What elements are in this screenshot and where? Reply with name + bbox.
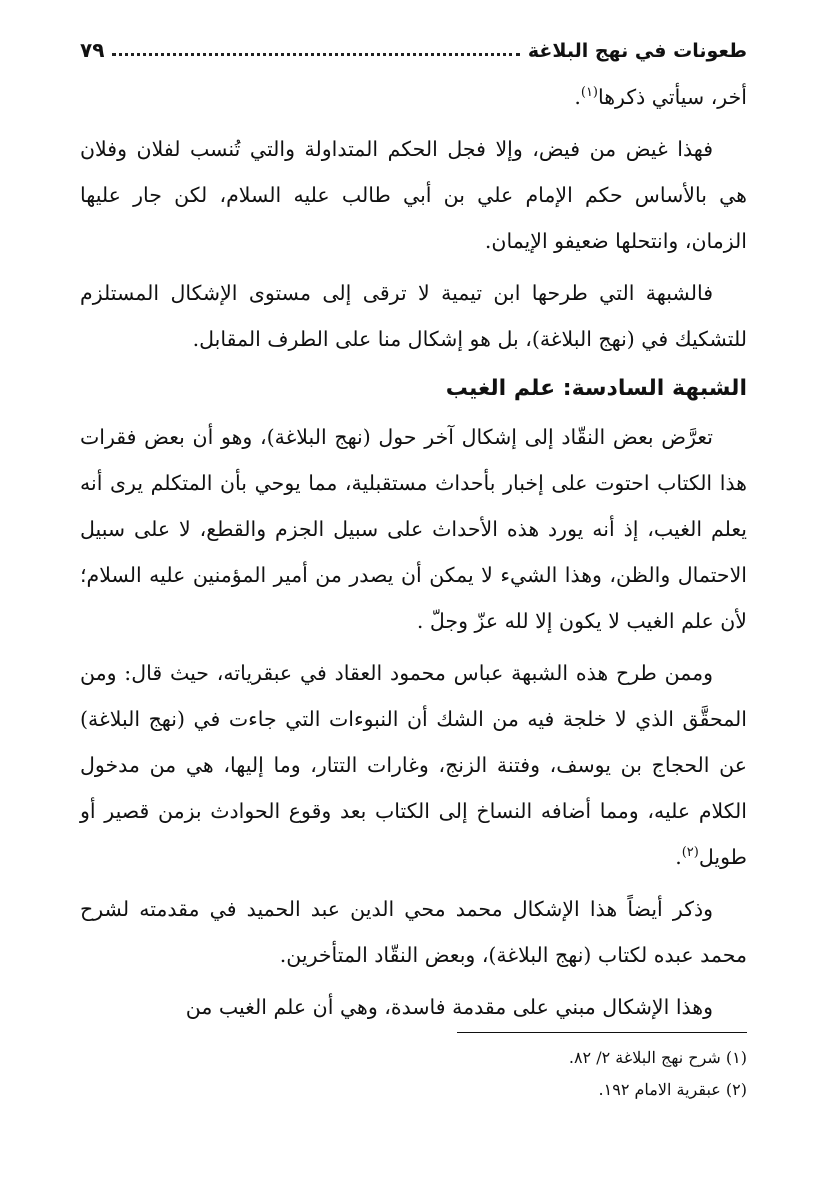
paragraph-1 <box>80 74 747 120</box>
footnote-ref-2: (٢) <box>681 845 699 861</box>
paragraph-6: وذكر أيضاً هذا الإشكال محمد محي الدين عبد الحميد في مقدمته لشرح محمد عبده لكتاب (نهج البلاغة)، وبعض النقّاد المتأخرين. <box>80 897 747 967</box>
page-body <box>80 74 747 1036</box>
paragraph-2: فهذا غيض من فيض، وإلا فجل الحكم المتداولة والتي تُنسب لفلان وفلان هي بالأساس حكم الإمام علي بن أبي طالب عليه السلام، لكن جار عليها الزمان، وانتحلها ضعيفو الإيمان. <box>80 137 747 253</box>
paragraph-4: تعرَّض بعض النقّاد إلى إشكال آخر حول (نهج البلاغة)، وهو أن بعض فقرات هذا الكتاب احتوت على إخبار بأحداث مستقبلية، مما يوحي بأن المتكلم يرى أنه يعلم الغيب، إذ أنه يورد هذه الأحداث على سبيل الجزم والقطع، لا على سبيل الاحتمال والظن، وهذا الشيء لا يمكن أن يصدر من أمير المؤمنين عليه السلام؛ لأن علم الغيب لا يكون إلا لله عزّ وجلّ . <box>80 425 747 633</box>
header-dot-leader <box>112 53 519 56</box>
footnote-separator <box>457 1032 747 1033</box>
page-number: ٧٩ <box>80 38 105 62</box>
header-title: طعونات في نهج البلاغة <box>527 40 747 62</box>
footnote-2: (٢) عبقرية الامام ١٩٢. <box>598 1080 747 1099</box>
section-heading-separator: : <box>555 376 572 401</box>
section-heading-topic: علم الغيب <box>445 376 556 401</box>
footnote-ref-1: (١) <box>580 85 598 101</box>
paragraph-1-end: . <box>574 85 581 109</box>
running-header <box>80 28 747 62</box>
paragraph-3: فالشبهة التي طرحها ابن تيمية لا ترقى إلى مستوى الإشكال المستلزم للتشكيك في (نهج البلاغة)، بل هو إشكال منا على الطرف المقابل. <box>80 281 747 351</box>
footnotes <box>80 1042 747 1106</box>
paragraph-5 <box>80 650 747 880</box>
paragraph-1-text: أخر، سيأتي ذكرها <box>598 85 747 109</box>
section-heading <box>80 368 747 410</box>
paragraph-5-text: وممن طرح هذه الشبهة عباس محمود العقاد في عبقرياته، حيث قال: ومن المحقَّق الذي لا خلجة فيه من الشك أن النبوءات التي جاءت في (نهج البلاغة) عن الحجاج بن يوسف، وفتنة الزنج، وغارات التتار، وما إليها، هي من مدخول الكلام عليه، ومما أضافه النساخ إلى الكتاب بعد وقوع الحوادث بزمن قصير أو طويل <box>80 661 747 869</box>
paragraph-5-end: . <box>675 845 682 869</box>
paragraph-7: وهذا الإشكال مبني على مقدمة فاسدة، وهي أن علم الغيب من <box>185 995 713 1019</box>
section-heading-label: الشبهة السادسة <box>571 376 747 401</box>
footnote-1: (١) شرح نهج البلاغة ٢/ ٨٢. <box>568 1048 747 1067</box>
